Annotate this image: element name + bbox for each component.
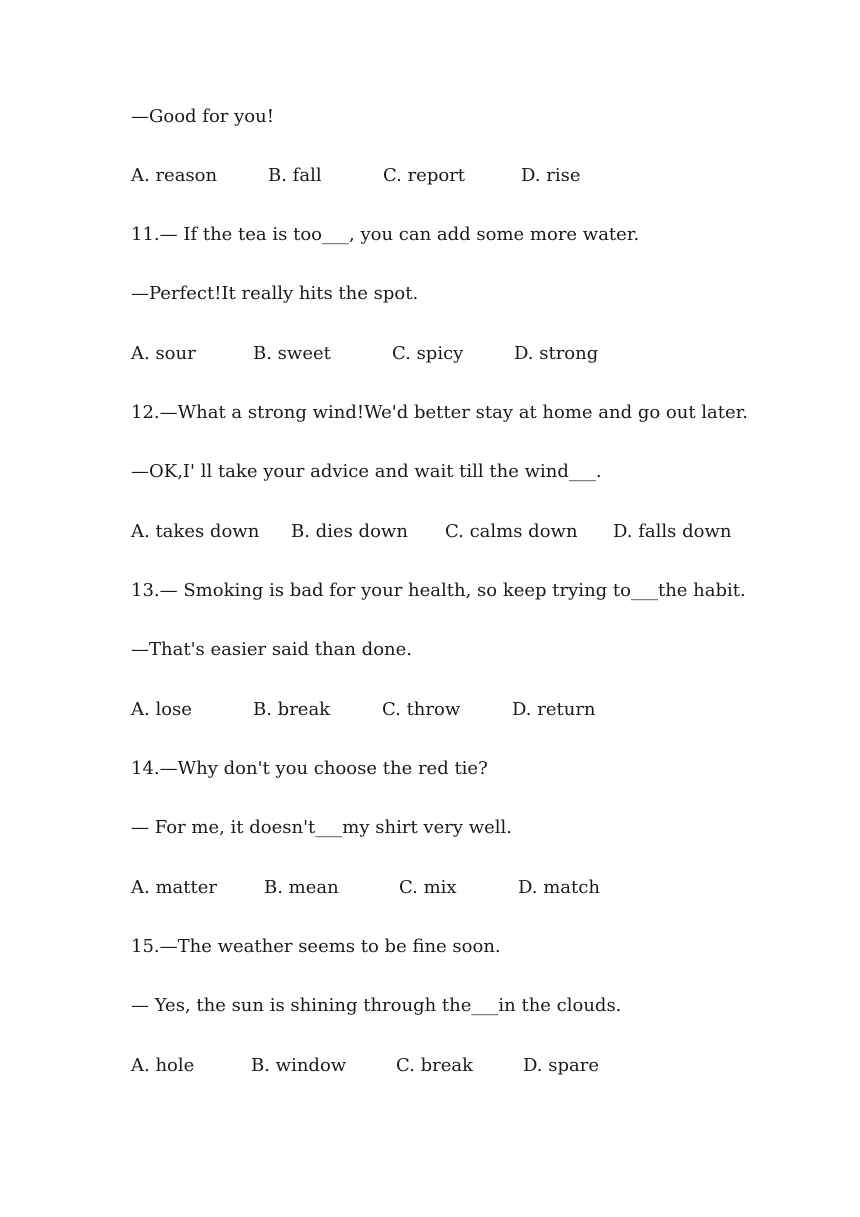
option-c: C. throw [382, 699, 461, 720]
dialogue-line: — For me, it doesn't___my shirt very well. [131, 817, 513, 838]
question-13: 13.— Smoking is bad for your health, so keep trying to___the habit. [131, 580, 746, 601]
option-a: A. lose [131, 699, 192, 720]
option-b: B. window [251, 1055, 347, 1076]
option-b: B. sweet [253, 343, 331, 364]
option-b: B. fall [268, 165, 322, 186]
option-c: C. calms down [445, 521, 578, 542]
option-d: D. spare [523, 1055, 599, 1076]
option-c: C. spicy [392, 343, 464, 364]
question-11: 11.— If the tea is too___, you can add some more water. [131, 224, 640, 245]
option-b: B. break [253, 699, 331, 720]
question-15: 15.—The weather seems to be fine soon. [131, 936, 501, 957]
option-c: C. break [396, 1055, 473, 1076]
option-d: D. strong [514, 343, 599, 364]
option-a: A. takes down [131, 521, 260, 542]
option-c: C. report [383, 165, 466, 186]
dialogue-line: — Yes, the sun is shining through the___in the clouds. [131, 995, 622, 1016]
option-c: C. mix [399, 877, 457, 898]
option-b: B. mean [264, 877, 339, 898]
option-a: A. hole [131, 1055, 195, 1076]
answer-options [131, 1054, 599, 1198]
option-d: D. falls down [613, 521, 732, 542]
option-d: D. return [512, 699, 596, 720]
dialogue-line: —Good for you! [131, 106, 274, 127]
option-d: D. rise [521, 165, 581, 186]
option-d: D. match [518, 877, 600, 898]
dialogue-line: —Perfect!It really hits the spot. [131, 283, 419, 304]
option-a: A. reason [131, 165, 218, 186]
dialogue-line: —That's easier said than done. [131, 639, 412, 660]
option-b: B. dies down [291, 521, 408, 542]
option-a: A. sour [131, 343, 196, 364]
dialogue-line: —OK,I' ll take your advice and wait till the wind___. [131, 461, 602, 482]
option-a: A. matter [131, 877, 217, 898]
question-14: 14.—Why don't you choose the red tie? [131, 758, 488, 779]
question-12: 12.—What a strong wind!We'd better stay at home and go out later. [131, 402, 749, 423]
